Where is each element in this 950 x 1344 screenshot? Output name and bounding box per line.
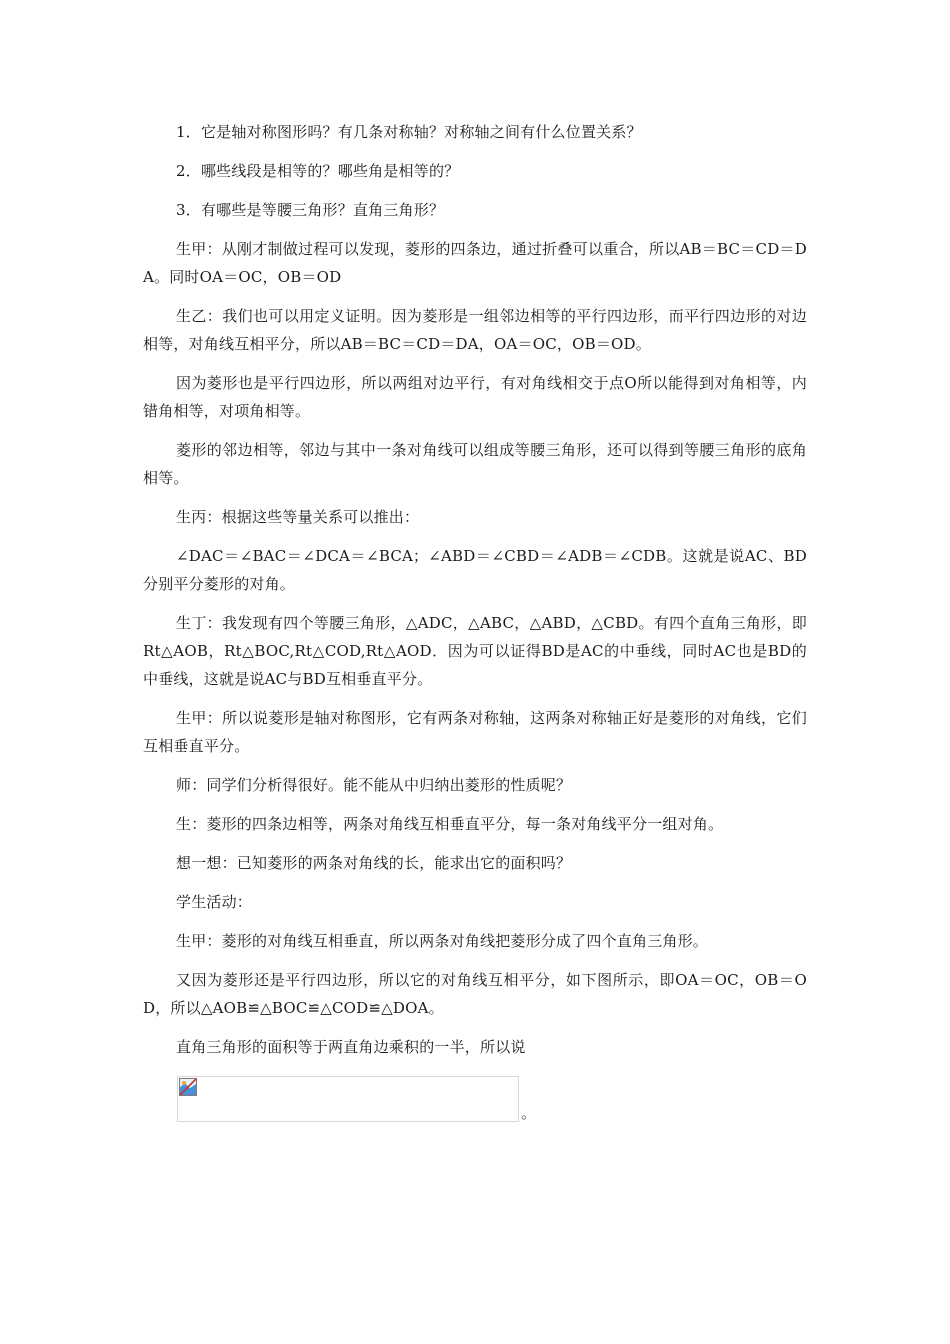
paragraph-student-c: 生丙：根据这些等量关系可以推出：	[176, 508, 420, 526]
trailing-punctuation: 。	[521, 1104, 537, 1122]
paragraph-area: 直角三角形的面积等于两直角边乘积的一半，所以说	[176, 1038, 526, 1056]
document-body	[143, 118, 807, 1124]
paragraph-parallelogram-reason: 因为菱形也是平行四边形，所以两组对边平行，有对角线相交于点O所以能得到对角相等，内错角相等，对项角相等。	[143, 374, 807, 420]
paragraph-congruence: 又因为菱形还是平行四边形，所以它的对角线互相平分，如下图所示，即OA＝OC，OB＝OD，所以△AOB≌△BOC≌△COD≌△DOA。	[143, 971, 807, 1017]
paragraph-student-a-1: 生甲：从刚才制做过程可以发现，菱形的四条边，通过折叠可以重合，所以AB＝BC＝CD＝DA。同时OA＝OC，OB＝OD	[143, 240, 807, 286]
paragraph-student-a-2: 生甲：所以说菱形是轴对称图形，它有两条对称轴，这两条对称轴正好是菱形的对角线，它们互相垂直平分。	[143, 709, 807, 755]
paragraph-student-summary: 生：菱形的四条边相等，两条对角线互相垂直平分，每一条对角线平分一组对角。	[176, 815, 724, 833]
paragraph-student-a-3: 生甲：菱形的对角线互相垂直，所以两条对角线把菱形分成了四个直角三角形。	[176, 932, 709, 950]
formula-image-row	[177, 1072, 807, 1124]
paragraph-question-1: 1．它是轴对称图形吗？有几条对称轴？对称轴之间有什么位置关系？	[176, 123, 642, 141]
formula-image-placeholder	[177, 1076, 519, 1122]
paragraph-teacher: 师：同学们分析得很好。能不能从中归纳出菱形的性质呢？	[176, 776, 572, 794]
paragraph-student-d: 生丁：我发现有四个等腰三角形，△ADC，△ABC，△ABD，△CBD。有四个直角三角形，即Rt△AOB，Rt△BOC,Rt△COD,Rt△AOD．因为可以证得BD是AC的中垂线，同时AC也是BD的中垂线，这就是说AC与BD互相垂直平分。	[143, 614, 807, 688]
paragraph-question-2: 2．哪些线段是相等的？哪些角是相等的？	[176, 162, 460, 180]
broken-image-icon	[179, 1078, 197, 1096]
paragraph-question-3: 3．有哪些是等腰三角形？直角三角形？	[176, 201, 445, 219]
paragraph-think: 想一想：已知菱形的两条对角线的长，能求出它的面积吗？	[176, 854, 572, 872]
paragraph-isosceles-reason: 菱形的邻边相等，邻边与其中一条对角线可以组成等腰三角形，还可以得到等腰三角形的底角相等。	[143, 441, 807, 487]
paragraph-student-b: 生乙：我们也可以用定义证明。因为菱形是一组邻边相等的平行四边形，而平行四边形的对边相等，对角线互相平分，所以AB＝BC＝CD＝DA，OA＝OC，OB＝OD。	[143, 307, 807, 353]
paragraph-angle-equalities: ∠DAC＝∠BAC＝∠DCA＝∠BCA；∠ABD＝∠CBD＝∠ADB＝∠CDB。这就是说AC、BD分别平分菱形的对角。	[143, 547, 807, 593]
paragraph-activity: 学生活动：	[176, 893, 253, 911]
